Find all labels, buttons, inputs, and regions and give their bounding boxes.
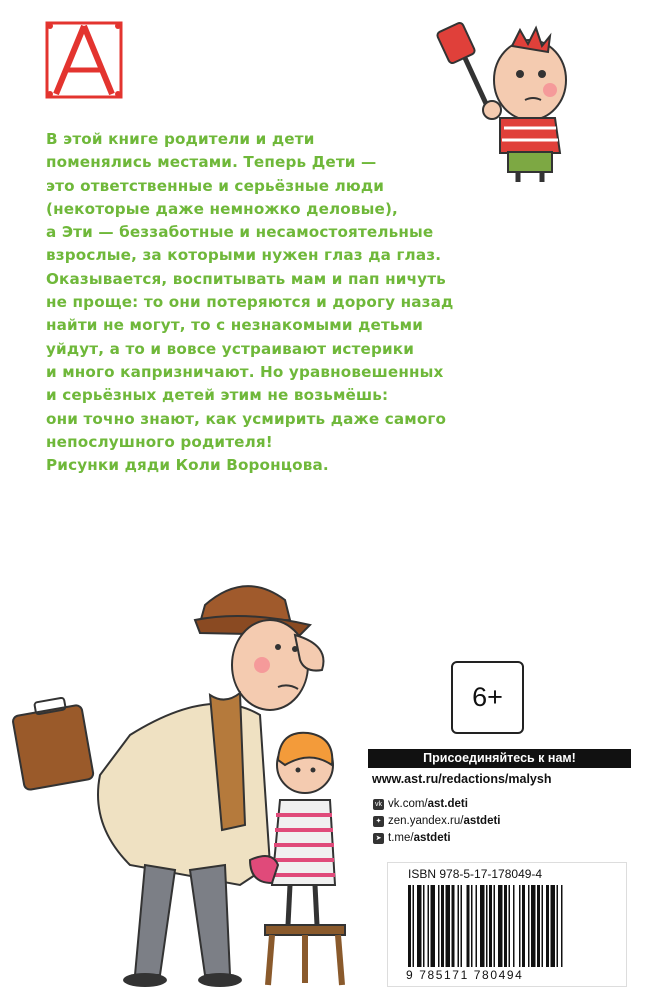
blurb-line: (некоторые даже немножко деловые),: [46, 199, 398, 218]
blurb-line: Рисунки дяди Коли Воронцова.: [46, 456, 329, 475]
barcode-bar: [480, 885, 485, 967]
age-rating-badge: 6+: [451, 661, 524, 734]
blurb-line: а Эти — беззаботные и несамостоятельные: [46, 223, 434, 242]
barcode-bar: [417, 885, 422, 967]
publisher-logo: [44, 20, 124, 100]
social-handle: ast.deti: [427, 798, 468, 810]
social-prefix: zen.yandex.ru/: [388, 815, 464, 827]
blurb-line: и серьёзных детей этим не возьмёшь:: [46, 386, 389, 405]
father-daughter-illustration: [10, 565, 360, 990]
social-handle: astdeti: [463, 815, 501, 827]
barcode-bar: [452, 885, 455, 967]
barcode-bar: [489, 885, 492, 967]
barcode-bar: [413, 885, 415, 967]
barcode-bar: [476, 885, 478, 967]
social-link-zen[interactable]: [373, 815, 501, 827]
barcode-bar: [546, 885, 549, 967]
barcode-bar: [486, 885, 488, 967]
barcode-bars: [408, 885, 616, 967]
join-us-banner: Присоединяйтесь к нам!: [368, 749, 631, 768]
barcode-bar: [441, 885, 444, 967]
barcode-bar: [498, 885, 503, 967]
barcode-bar: [461, 885, 463, 967]
barcode-bar: [423, 885, 425, 967]
blurb-line: Оказывается, воспитывать мам и пап ничуть: [46, 269, 446, 288]
barcode-bar: [557, 885, 559, 967]
barcode-bar: [528, 885, 530, 967]
social-link-telegram[interactable]: [373, 832, 451, 844]
blurb-line: это ответственные и серьёзные люди: [46, 176, 385, 195]
barcode-block: [387, 862, 627, 987]
blurb-line: и много капризничают. Но уравновешенных: [46, 362, 444, 381]
isbn-number: ISBN 978-5-17-178049-4: [408, 867, 543, 881]
blurb-line: непослушного родителя!: [46, 432, 273, 451]
blurb-line: В этой книге родители и дети: [46, 130, 315, 148]
barcode-bar: [522, 885, 525, 967]
barcode-bar: [509, 885, 511, 967]
barcode-bar: [494, 885, 496, 967]
barcode-bar: [428, 885, 430, 967]
blurb-text: [46, 128, 516, 477]
blurb-line: уйдут, а то и вовсе устраивают истерики: [46, 339, 415, 358]
blurb-line: найти не могут, то с незнакомыми детьми: [46, 316, 424, 335]
social-prefix: vk.com/: [388, 798, 428, 810]
social-link-vk[interactable]: [373, 798, 468, 810]
barcode-bar: [561, 885, 563, 967]
blurb-line: они точно знают, как усмирить даже самого: [46, 409, 447, 428]
barcode-bar: [542, 885, 544, 967]
barcode-bar: [431, 885, 436, 967]
website-link[interactable]: www.ast.ru/redactions/malysh: [372, 772, 552, 786]
barcode-bar: [458, 885, 460, 967]
barcode-bar: [467, 885, 470, 967]
barcode-bar: [551, 885, 556, 967]
vk-icon: vk: [375, 800, 382, 808]
barcode-bar: [519, 885, 521, 967]
barcode-bar: [446, 885, 451, 967]
social-handle: astdeti: [413, 832, 451, 844]
social-prefix: t.me/: [388, 832, 414, 844]
barcode-bar: [471, 885, 473, 967]
ean-number: 9 785171 780494: [406, 968, 524, 982]
blurb-line: не проще: то они потеряются и дорогу назад: [46, 293, 454, 312]
blurb-line: взрослые, за которыми нужен глаз да глаз.: [46, 246, 442, 265]
barcode-bar: [513, 885, 515, 967]
barcode-bar: [408, 885, 411, 967]
barcode-bar: [438, 885, 440, 967]
zen-icon: ✦: [373, 816, 384, 827]
barcode-bar: [504, 885, 507, 967]
barcode-bar: [531, 885, 536, 967]
barcode-bar: [537, 885, 540, 967]
telegram-icon: ➤: [373, 833, 384, 844]
blurb-line: поменялись местами. Теперь Дети —: [46, 153, 377, 172]
